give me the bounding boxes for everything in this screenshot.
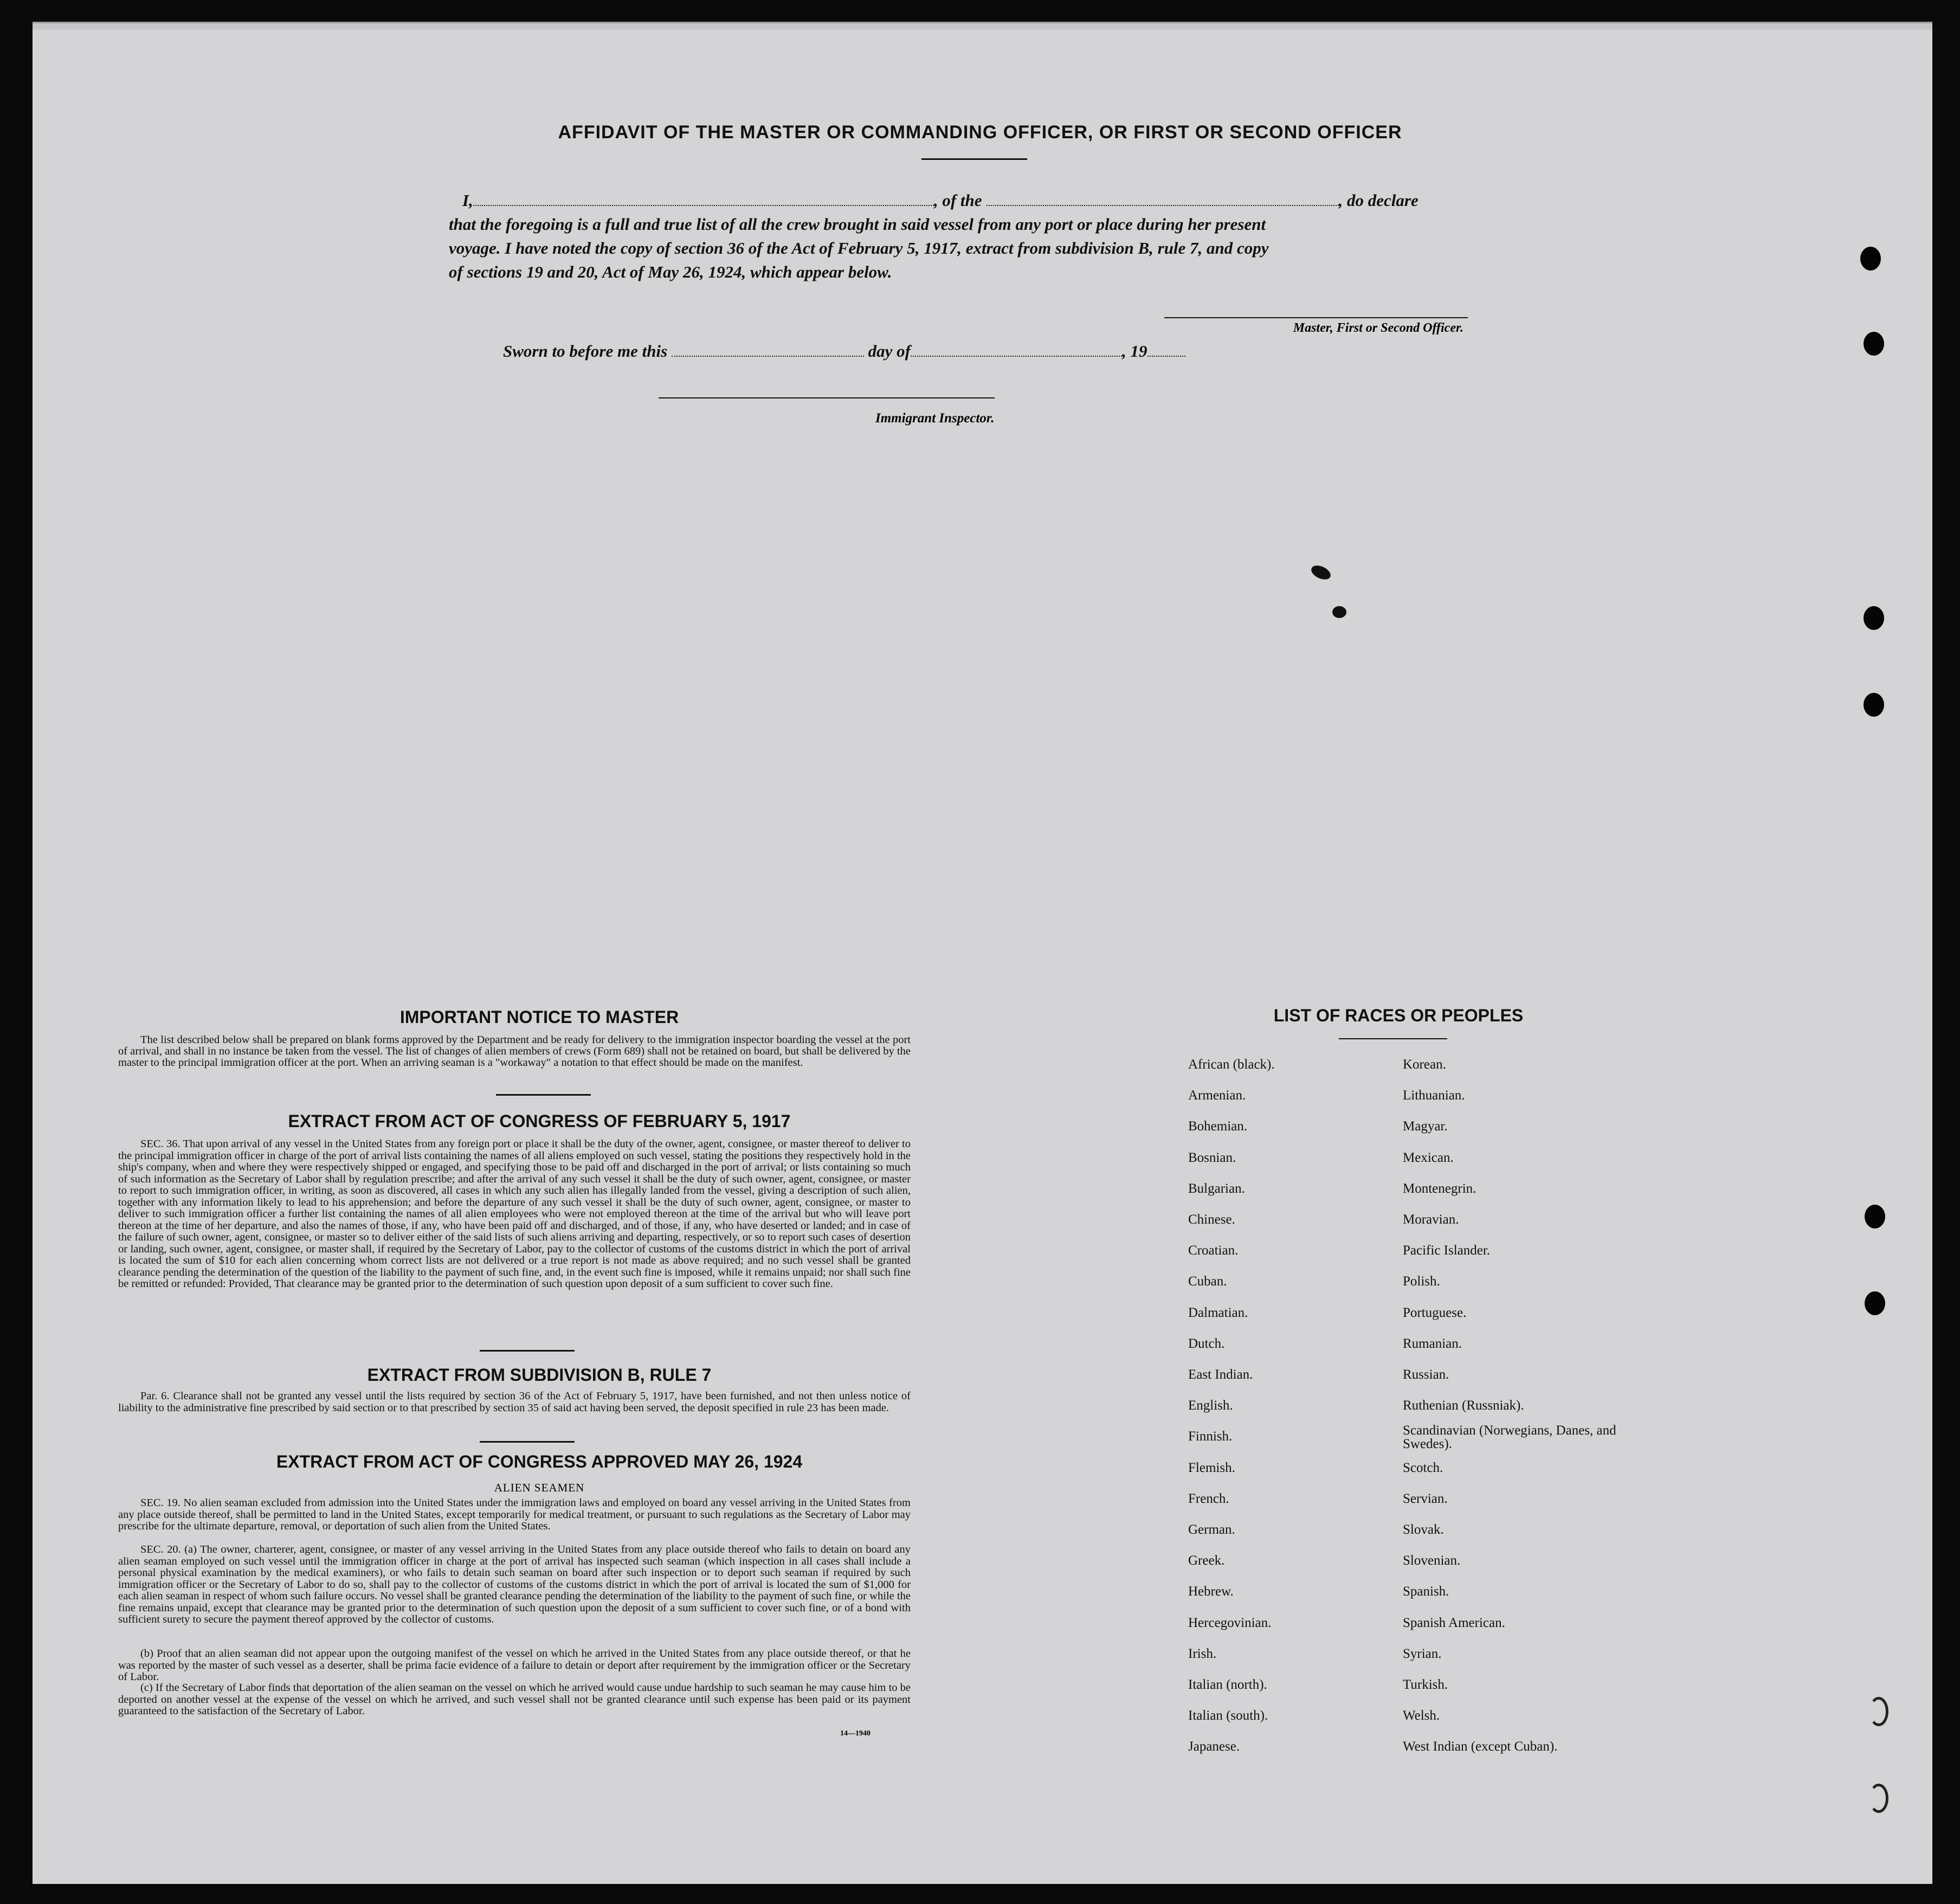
race-item: Spanish American. (1403, 1615, 1505, 1630)
affidavit-title: AFFIDAVIT OF THE MASTER OR COMMANDING OFFICER, OR FIRST OR SECOND OFFICER (558, 122, 1402, 143)
race-item: Portuguese. (1403, 1305, 1467, 1320)
extract-1917-text: SEC. 36. That upon arrival of any vessel in the United States from any foreign port or place it shall be the duty of the owner, agent, consignee, or master thereof to deliver to the principal immigration officer in charge of the port of arrival lists containing the names of all aliens employed on such vessel, stating the positions they respectively hold in the ship's company, when and where they were respectively shipped or engaged, and specifying those to be paid off and discharged in the port of arrival; or lists containing so much of such information as the Secretary of Labor shall by regulation prescribe; and after the arrival of any such vessel it shall be the duty of such owner, agent, consignee, or master to report to such immigration officer, in writing, as soon as discovered, all cases in which any such alien has illegally landed from the vessel, giving a description of such alien, together with any information likely to lead to his apprehension; and before the departure of any such vessel it shall be the duty of such owner, agent, consignee, or master to deliver to such immigration officer a further list containing the names of all alien employees who were not employed thereon at the time of the arrival but who will leave port thereon at the time of her departure, and also the names of those, if any, who have been paid off and discharged, and of those, if any, who have deserted or landed; and in case of the failure of such owner, agent, consignee, or master so to deliver either of the said lists of such aliens arriving and departing, respectively, or so to report such cases of desertion or landing, such owner, agent, consignee, or master shall, if required by the Secretary of Labor, pay to the collector of customs of the customs district in which the port of arrival is located the sum of $10 for each alien concerning whom correct lists are not delivered or a true report is not made as above required; and no such vessel shall be granted clearance pending the determination of the question of the liability to the payment of such fine, and, in the event such fine is imposed, while it remains unpaid; nor shall such fine be remitted or refunded: Provided, That clearance may be granted prior to the determination of such question upon deposit of a sum sufficient to cover such fine. (118, 1138, 911, 1290)
race-item: Irish. (1188, 1646, 1217, 1661)
race-item: Greek. (1188, 1553, 1225, 1568)
race-item: German. (1188, 1522, 1235, 1537)
race-item: Rumanian. (1403, 1336, 1462, 1351)
race-item: Italian (south). (1188, 1708, 1268, 1723)
sworn-prefix: Sworn to before me this (503, 342, 668, 361)
affidavit-body (449, 189, 1506, 284)
race-item: Magyar. (1403, 1119, 1448, 1134)
affidavit-line-2: that the foregoing is a full and true list of all the crew brought in said vessel from any port or place during her present (449, 215, 1266, 234)
form-number: 14—1940 (840, 1729, 871, 1738)
race-item: Scotch. (1403, 1460, 1443, 1475)
race-item: Moravian. (1403, 1212, 1459, 1227)
notice-text: The list described below shall be prepared on blank forms approved by the Department and be ready for delivery to the immigration inspector boarding the vessel at the port of arrival, and shall in no instance be taken from the vessel. The list of changes of alien members of crews (Form 689) shall not be retained on board, but shall be delivered by the master to the principal immigration officer at the port. When an arriving seaman is a "workaway" a notation to that effect should be made on the manifest. (118, 1034, 911, 1069)
extract-rule7-title: EXTRACT FROM SUBDIVISION B, RULE 7 (367, 1365, 712, 1385)
races-title-underline (1339, 1038, 1447, 1039)
punch-hole (1864, 332, 1884, 356)
race-item: Slovak. (1403, 1522, 1444, 1537)
inspector-signature-line[interactable] (659, 397, 995, 398)
race-item: Bulgarian. (1188, 1181, 1245, 1196)
inspector-label: Immigrant Inspector. (875, 411, 995, 426)
race-item: Montenegrin. (1403, 1181, 1477, 1196)
race-item: Bosnian. (1188, 1150, 1236, 1165)
race-item: Ruthenian (Russniak). (1403, 1398, 1524, 1413)
race-item: Russian. (1403, 1367, 1449, 1382)
sworn-day-of: day of (868, 342, 911, 361)
race-item: Polish. (1403, 1274, 1440, 1289)
punch-hole-ring (1869, 1697, 1888, 1726)
punch-hole-ring (1869, 1784, 1888, 1813)
affidavit-line-3: voyage. I have noted the copy of section 36 of the Act of February 5, 1917, extract from subdivision B, rule 7, and copy (449, 239, 1269, 258)
race-item: French. (1188, 1491, 1229, 1506)
extract-rule7-text: Par. 6. Clearance shall not be granted any vessel until the lists required by section 36 of the Act of February 5, 1917, have been furnished, and not then unless notice of liability to the administrative fine prescribed by said section or to that prescribed by section 35 of said act having been served, the deposit specified in rule 23 has been made. (118, 1390, 911, 1414)
sworn-year-prefix: , 19 (1122, 342, 1147, 361)
affidavit-of-the: , of the (933, 191, 982, 210)
race-item: English. (1188, 1398, 1233, 1413)
race-item: Slovenian. (1403, 1553, 1461, 1568)
punch-hole (1864, 606, 1884, 630)
affidavit-i: I, (462, 191, 473, 210)
race-item: Lithuanian. (1403, 1088, 1465, 1103)
race-item: Spanish. (1403, 1584, 1449, 1599)
race-item: Scandinavian (Norwegians, Danes, and Swedes). (1403, 1423, 1616, 1452)
punch-hole (1865, 1205, 1885, 1228)
punch-hole (1860, 247, 1881, 271)
race-item: Korean. (1403, 1057, 1446, 1072)
alien-seamen-subtitle: ALIEN SEAMEN (494, 1481, 585, 1494)
race-item: Hebrew. (1188, 1584, 1234, 1599)
race-item: Croatian. (1188, 1243, 1239, 1258)
race-item: Hercegovinian. (1188, 1615, 1272, 1630)
race-item: Turkish. (1403, 1677, 1448, 1692)
race-item: Dalmatian. (1188, 1305, 1248, 1320)
race-item: Japanese. (1188, 1739, 1240, 1754)
affidavit-declare: , do declare (1338, 191, 1419, 210)
notice-title: IMPORTANT NOTICE TO MASTER (399, 1007, 679, 1027)
extract-1917-title: EXTRACT FROM ACT OF CONGRESS OF FEBRUARY 5, 1917 (288, 1111, 791, 1131)
section-divider (480, 1350, 575, 1352)
vessel-blank[interactable] (987, 192, 1339, 206)
extract-1924-title: EXTRACT FROM ACT OF CONGRESS APPROVED MAY 26, 1924 (276, 1452, 803, 1471)
master-signature-line[interactable] (1164, 317, 1468, 318)
race-item: East Indian. (1188, 1367, 1253, 1382)
affidavit-line-1 (449, 189, 1506, 213)
races-title: LIST OF RACES OR PEOPLES (1273, 1006, 1524, 1025)
race-item: Cuban. (1188, 1274, 1227, 1289)
name-blank[interactable] (473, 192, 934, 206)
race-item: Finnish. (1188, 1429, 1233, 1444)
ink-blot (1332, 606, 1346, 618)
sworn-line (503, 342, 1185, 361)
section-divider (496, 1094, 591, 1096)
section-20c-text: (c) If the Secretary of Labor finds that deportation of the alien seaman on the vessel on which he arrived would cause undue hardship to such seaman he may cause him to be deported on another vessel at the expense of the vessel on which he arrived, and such vessel shall not be granted clearance until such expense has been paid or its payment guaranteed to the satisfaction of the Secretary of Labor. (118, 1682, 911, 1717)
race-item: Chinese. (1188, 1212, 1235, 1227)
race-item: Bohemian. (1188, 1119, 1248, 1134)
race-item: Mexican. (1403, 1150, 1454, 1165)
race-item: Pacific Islander. (1403, 1243, 1491, 1258)
race-item: Armenian. (1188, 1088, 1246, 1103)
affidavit-line-4: of sections 19 and 20, Act of May 26, 1924, which appear below. (449, 262, 892, 281)
punch-hole (1865, 1291, 1885, 1315)
race-item: Welsh. (1403, 1708, 1440, 1723)
section-19-text: SEC. 19. No alien seaman excluded from admission into the United States under the immigration laws and employed on board any vessel arriving in the United States from any place outside thereof, shall be permitted to land in the United States, except temporarily for medical treatment, or pursuant to such regulations as the Secretary of Labor may prescribe for the ultimate departure, removal, or deportation of such alien from the United States. (118, 1497, 911, 1532)
master-signature-label: Master, First or Second Officer. (1293, 321, 1463, 335)
sworn-year-blank[interactable] (1147, 343, 1185, 357)
race-item: African (black). (1188, 1057, 1275, 1072)
punch-hole (1864, 693, 1884, 717)
sworn-month-blank[interactable] (911, 343, 1122, 357)
race-item: Italian (north). (1188, 1677, 1267, 1692)
race-item: Syrian. (1403, 1646, 1442, 1661)
section-divider (480, 1441, 575, 1443)
sworn-day-blank[interactable] (672, 343, 864, 357)
race-item: West Indian (except Cuban). (1403, 1739, 1558, 1754)
race-item: Flemish. (1188, 1460, 1235, 1475)
title-underline (921, 158, 1027, 160)
section-20a-text: SEC. 20. (a) The owner, charterer, agent, consignee, or master of any vessel arriving in the United States from any place outside thereof who fails to detain on board any alien seaman employed on such vessel until the immigration officer in charge at the port of arrival has inspected such seaman (which inspection in all cases shall include a personal physical examination by the medical examiners), or who fails to detain such seaman on board after such inspection or to deport such seaman if required by such immigration officer or the Secretary of Labor to do so, shall pay to the collector of customs of the customs district in which the port of arrival is located the sum of $1,000 for each alien seaman in respect of whom such failure occurs. No vessel shall be granted clearance pending the determination of the liability to the payment of such fine, or while the fine remains unpaid, except that clearance may be granted prior to the determination of such question upon the deposit of a sum sufficient to cover such fine, or of a bond with sufficient surety to secure the payment thereof approved by the collector of customs. (118, 1543, 911, 1625)
race-item: Servian. (1403, 1491, 1448, 1506)
section-20b-text: (b) Proof that an alien seaman did not appear upon the outgoing manifest of the vessel on which he arrived in the United States from any place outside thereof, or that he was reported by the master of such vessel as a deserter, shall be prima facie evidence of a failure to detain or deport after requirement by the immigration officer or the Secretary of Labor. (118, 1648, 911, 1683)
race-item: Dutch. (1188, 1336, 1225, 1351)
